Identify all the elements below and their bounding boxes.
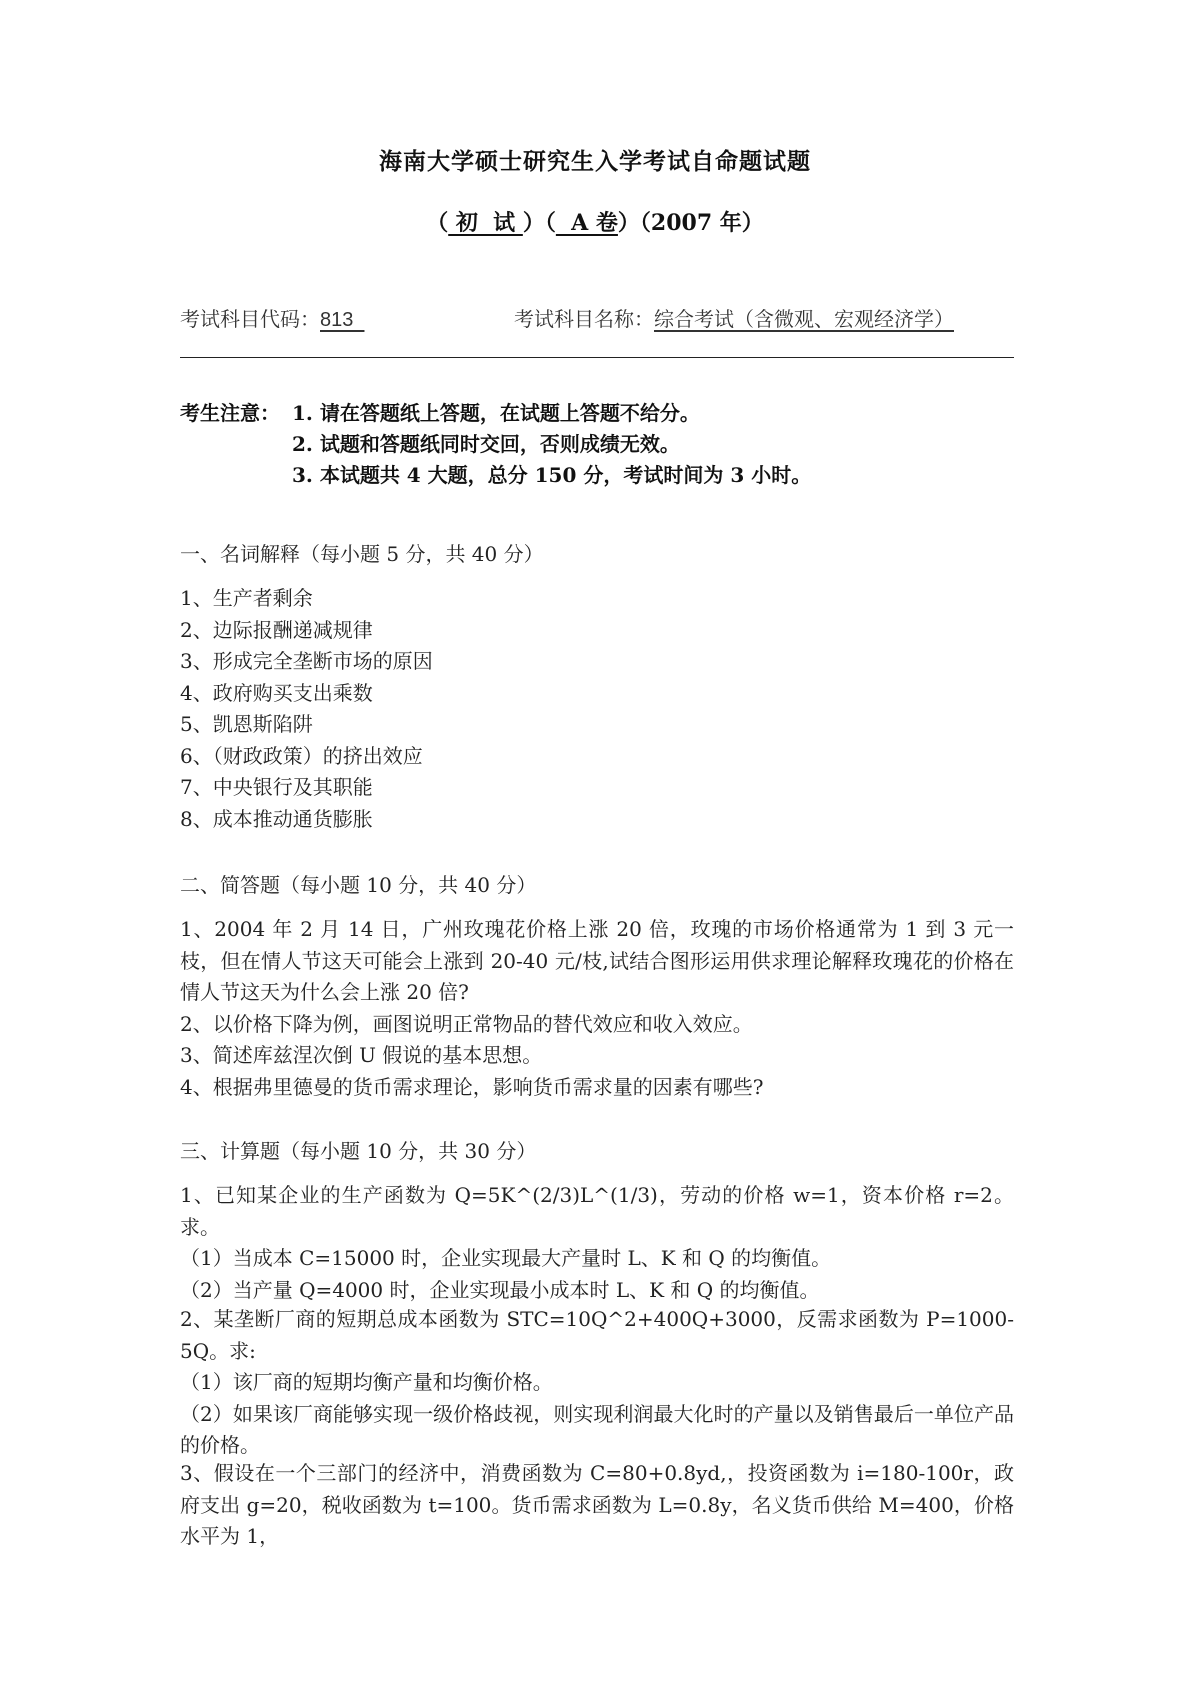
notice-item: 1. 请在答题纸上答题，在试题上答题不给分。: [292, 401, 700, 425]
question-item: 1、2004 年 2 月 14 日，广州玫瑰花价格上涨 20 倍，玫瑰的市场价格通常为 1 到 3 元一枝，但在情人节这天可能会上涨到 20-40 元/枝,试结合图形运用供求理论解释玫瑰花的价格在情人节这天为什么会上涨 20 倍?: [180, 917, 1014, 1004]
candidate-notice: [180, 398, 811, 491]
subject-name-label: 考试科目名称：: [514, 307, 654, 331]
subject-code-value: 813: [320, 309, 365, 331]
question-line: （2）当产量 Q=4000 时，企业实现最小成本时 L、K 和 Q 的均衡值。: [180, 1277, 820, 1302]
section3-question1: [180, 1180, 1014, 1306]
section3-question3: [180, 1458, 1014, 1553]
question-item: 4、根据弗里德曼的货币需求理论，影响货币需求量的因素有哪些?: [180, 1074, 764, 1099]
notice-label: 考生注意：: [180, 401, 280, 425]
list-item: 2、边际报酬递减规律: [180, 617, 373, 642]
exam-subtitle: [0, 206, 1190, 237]
question-item: 3、简述库兹涅次倒 U 假说的基本思想。: [180, 1043, 543, 1067]
subject-code: [180, 303, 364, 332]
notice-row: [180, 398, 811, 429]
notice-item: 3. 本试题共 4 大题，总分 150 分，考试时间为 3 小时。: [292, 463, 812, 487]
exam-kind: 初 试: [448, 210, 523, 236]
subject-code-label: 考试科目代码：: [180, 307, 320, 331]
question-line: 2、某垄断厂商的短期总成本函数为 STC=10Q^2+400Q+3000，反需求函数为 P=1000-5Q。求:: [180, 1307, 1014, 1363]
section3-heading: 三、计算题（每小题 10 分，共 30 分）: [180, 1139, 537, 1163]
subtitle-mid: ）（: [522, 210, 556, 236]
question-line: 3、假设在一个三部门的经济中，消费函数为 C=80+0.8yd,，投资函数为 i=180-100r，政府支出 g=20，税收函数为 t=100。货币需求函数为 L=0.8y，名义货币供给 M=400，价格水平为 1，: [180, 1461, 1014, 1548]
section1-list: [180, 583, 433, 835]
list-item: 8、成本推动通货膨胀: [180, 806, 373, 831]
list-item: 4、政府购买支出乘数: [180, 680, 373, 705]
question-line: （2）如果该厂商能够实现一级价格歧视，则实现利润最大化时的产量以及销售最后一单位产品的价格。: [180, 1401, 1014, 1457]
list-item: 5、凯恩斯陷阱: [180, 712, 313, 736]
list-item: 7、中央银行及其职能: [180, 775, 373, 799]
section2-heading: 二、简答题（每小题 10 分，共 40 分）: [180, 873, 537, 897]
subtitle-open: （: [426, 210, 449, 236]
question-item: 2、以价格下降为例，画图说明正常物品的替代效应和收入效应。: [180, 1011, 753, 1036]
list-item: 1、生产者剩余: [180, 586, 313, 610]
section2-questions: [180, 914, 1014, 1103]
list-item: 3、形成完全垄断市场的原因: [180, 649, 433, 673]
notice-item: 2. 试题和答题纸同时交回，否则成绩无效。: [292, 432, 680, 456]
page-title: 海南大学硕士研究生入学考试自命题试题: [379, 148, 811, 175]
question-line: （1）该厂商的短期均衡产量和均衡价格。: [180, 1370, 553, 1394]
question-line: （1）当成本 C=15000 时，企业实现最大产量时 L、K 和 Q 的均衡值。: [180, 1246, 832, 1270]
section1-heading: 一、名词解释（每小题 5 分，共 40 分）: [180, 542, 544, 566]
paper-version: A 卷: [555, 210, 618, 236]
question-line: 1、已知某企业的生产函数为 Q=5K^(2/3)L^(1/3)，劳动的价格 w=1，资本价格 r=2。求。: [180, 1183, 1014, 1239]
exam-year: ）（2007 年）: [617, 210, 764, 236]
subject-name-value: 综合考试（含微观、宏观经济学）: [654, 307, 954, 331]
list-item: 6、（财政政策）的挤出效应: [180, 743, 423, 768]
subject-name: [514, 303, 954, 332]
notice-row: [180, 429, 811, 460]
section3-question2: [180, 1304, 1014, 1462]
notice-row: [180, 460, 811, 491]
header-divider: [180, 357, 1014, 358]
